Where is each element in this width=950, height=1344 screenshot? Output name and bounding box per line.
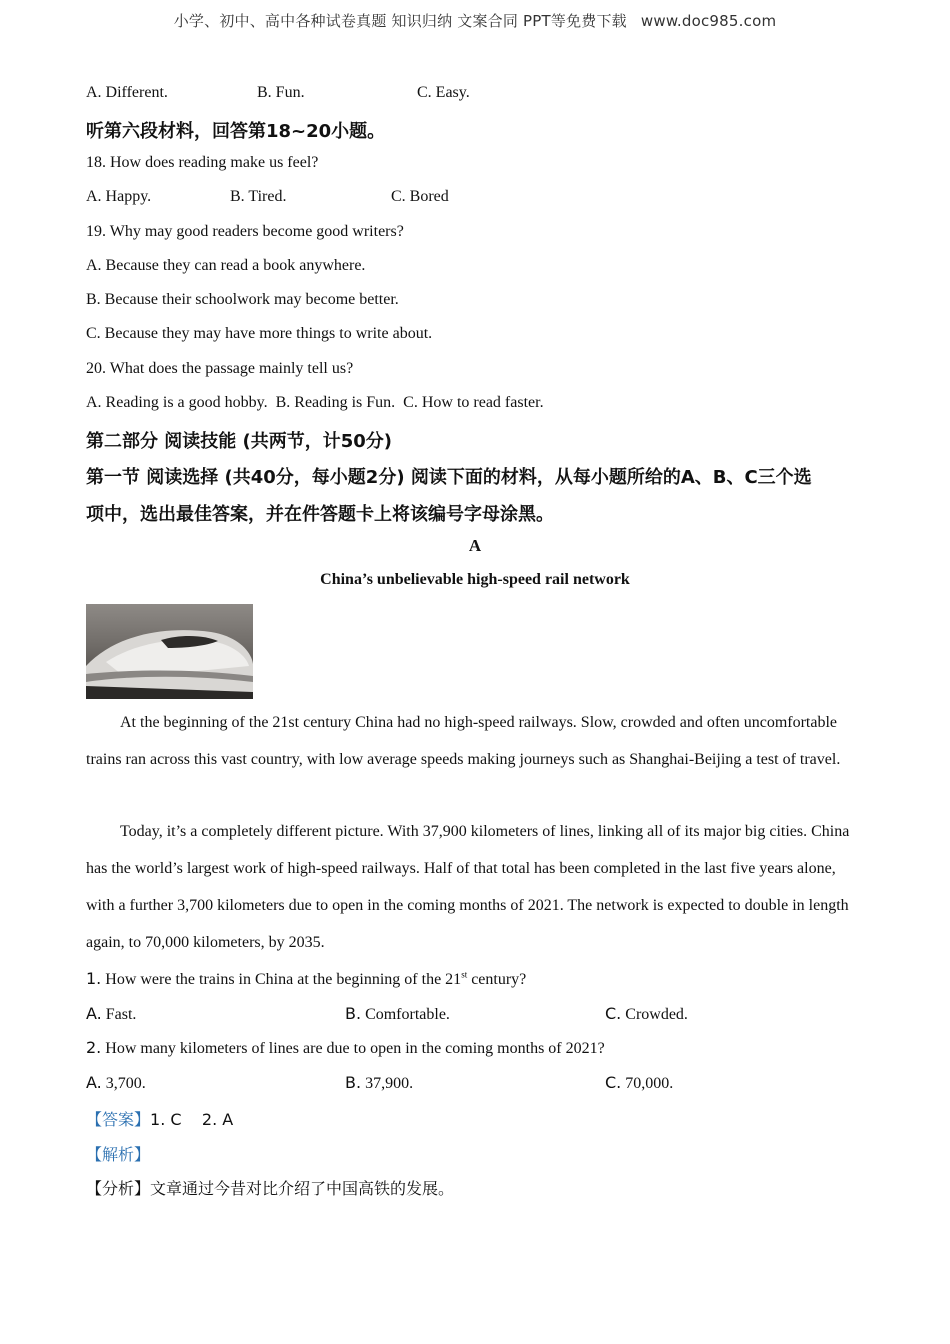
q2-number: 2. [86,1038,102,1057]
q17-option-c: C. Easy. [417,84,470,101]
q1-question [86,969,526,989]
q19-option-c: C. Because they may have more things to write about. [86,325,433,342]
q1-option-c-text: Crowded. [621,1006,688,1023]
q1-option-c-letter: C. [605,1004,622,1023]
q1-text-after: century? [467,971,527,988]
q1-option-a-text: Fast. [101,1006,137,1023]
q1-option-c [605,1004,688,1024]
passage-paragraph-1: At the beginning of the 21st century China had no high-speed railways. Slow, crowded and often uncomfortable trains ran across this vast country, with low average speeds making journeys such as Shanghai-Beijing a test of travel. [86,714,841,768]
header-site-link[interactable]: www.doc985.com [640,12,777,30]
q1-option-a-letter: A. [86,1004,102,1023]
q18-question: 18. How does reading make us feel? [86,154,319,171]
q19-option-b: B. Because their schoolwork may become better. [86,291,399,308]
answer-line [86,1107,233,1130]
section1-instruction-line2: 项中，选出最佳答案，并在件答题卡上将该编号字母涂黑。 [86,504,554,525]
train-image-icon [86,604,253,699]
q19-option-a: A. Because they can read a book anywhere. [86,257,366,274]
q1-number: 1. [86,969,102,988]
q2-question [86,1038,605,1058]
q2-option-a-letter: A. [86,1073,102,1092]
q20-question: 20. What does the passage mainly tell us? [86,360,354,377]
page-header [0,10,950,31]
q2-text: How many kilometers of lines are due to open in the coming months of 2021? [101,1040,605,1057]
q18-option-b: B. Tired. [230,188,287,205]
section6-title: 听第六段材料，回答第18~20小题。 [86,121,386,142]
analysis-tag: 【解析】 [86,1145,151,1164]
q18-option-a: A. Happy. [86,188,152,205]
analysis-line [86,1142,150,1165]
q17-option-a: A. Different. [86,84,168,101]
high-speed-train-photo [86,604,253,699]
answer-tag: 【答案】 [86,1110,151,1129]
q2-option-a [86,1073,146,1093]
q20-options: A. Reading is a good hobby. B. Reading is Fun. C. How to read faster. [86,394,544,411]
q19-question: 19. Why may good readers become good writers? [86,223,404,240]
part2-title: 第二部分 阅读技能 (共两节，计50分) [86,431,393,452]
header-text: 小学、初中、高中各种试卷真题 知识归纳 文案合同 PPT等免费下载 [173,12,627,30]
q1-option-a [86,1004,136,1024]
q1-option-b-text: Comfortable. [361,1006,450,1023]
passage-paragraph-2: Today, it’s a completely different picture. With 37,900 kilometers of lines, linking all of its major big cities. China has the world’s largest work of high-speed railways. Half of that total has been completed in the last five years alone, with a further 3,700 kilometers due to open in the coming months of 2021. The network is expected to double in length again, to 70,000 kilometers, by 2035. [86,823,850,951]
q17-option-b: B. Fun. [257,84,305,101]
answer-text: 1. C 2. A [150,1110,234,1129]
q2-option-c-text: 70,000. [621,1075,674,1092]
q1-option-b-letter: B. [345,1004,362,1023]
q2-option-b-letter: B. [345,1073,362,1092]
q2-option-c-letter: C. [605,1073,622,1092]
passage-title: China’s unbelievable high-speed rail network [320,571,630,588]
q2-option-b [345,1073,413,1093]
q2-option-c [605,1073,673,1093]
q2-option-b-text: 37,900. [361,1075,414,1092]
q18-option-c: C. Bored [391,188,449,205]
q1-text-before: How were the trains in China at the beginning of the 21 [101,971,462,988]
q1-superscript: st [461,969,468,980]
q2-option-a-text: 3,700. [101,1075,146,1092]
q1-option-b [345,1004,450,1024]
section1-instruction-line1: 第一节 阅读选择 (共40分，每小题2分) 阅读下面的材料，从每小题所给的A、B、C三个选 [86,467,812,488]
summary-line: 【分析】文章通过今昔对比介绍了中国高铁的发展。 [86,1179,455,1198]
passage-letter: A [468,536,482,555]
